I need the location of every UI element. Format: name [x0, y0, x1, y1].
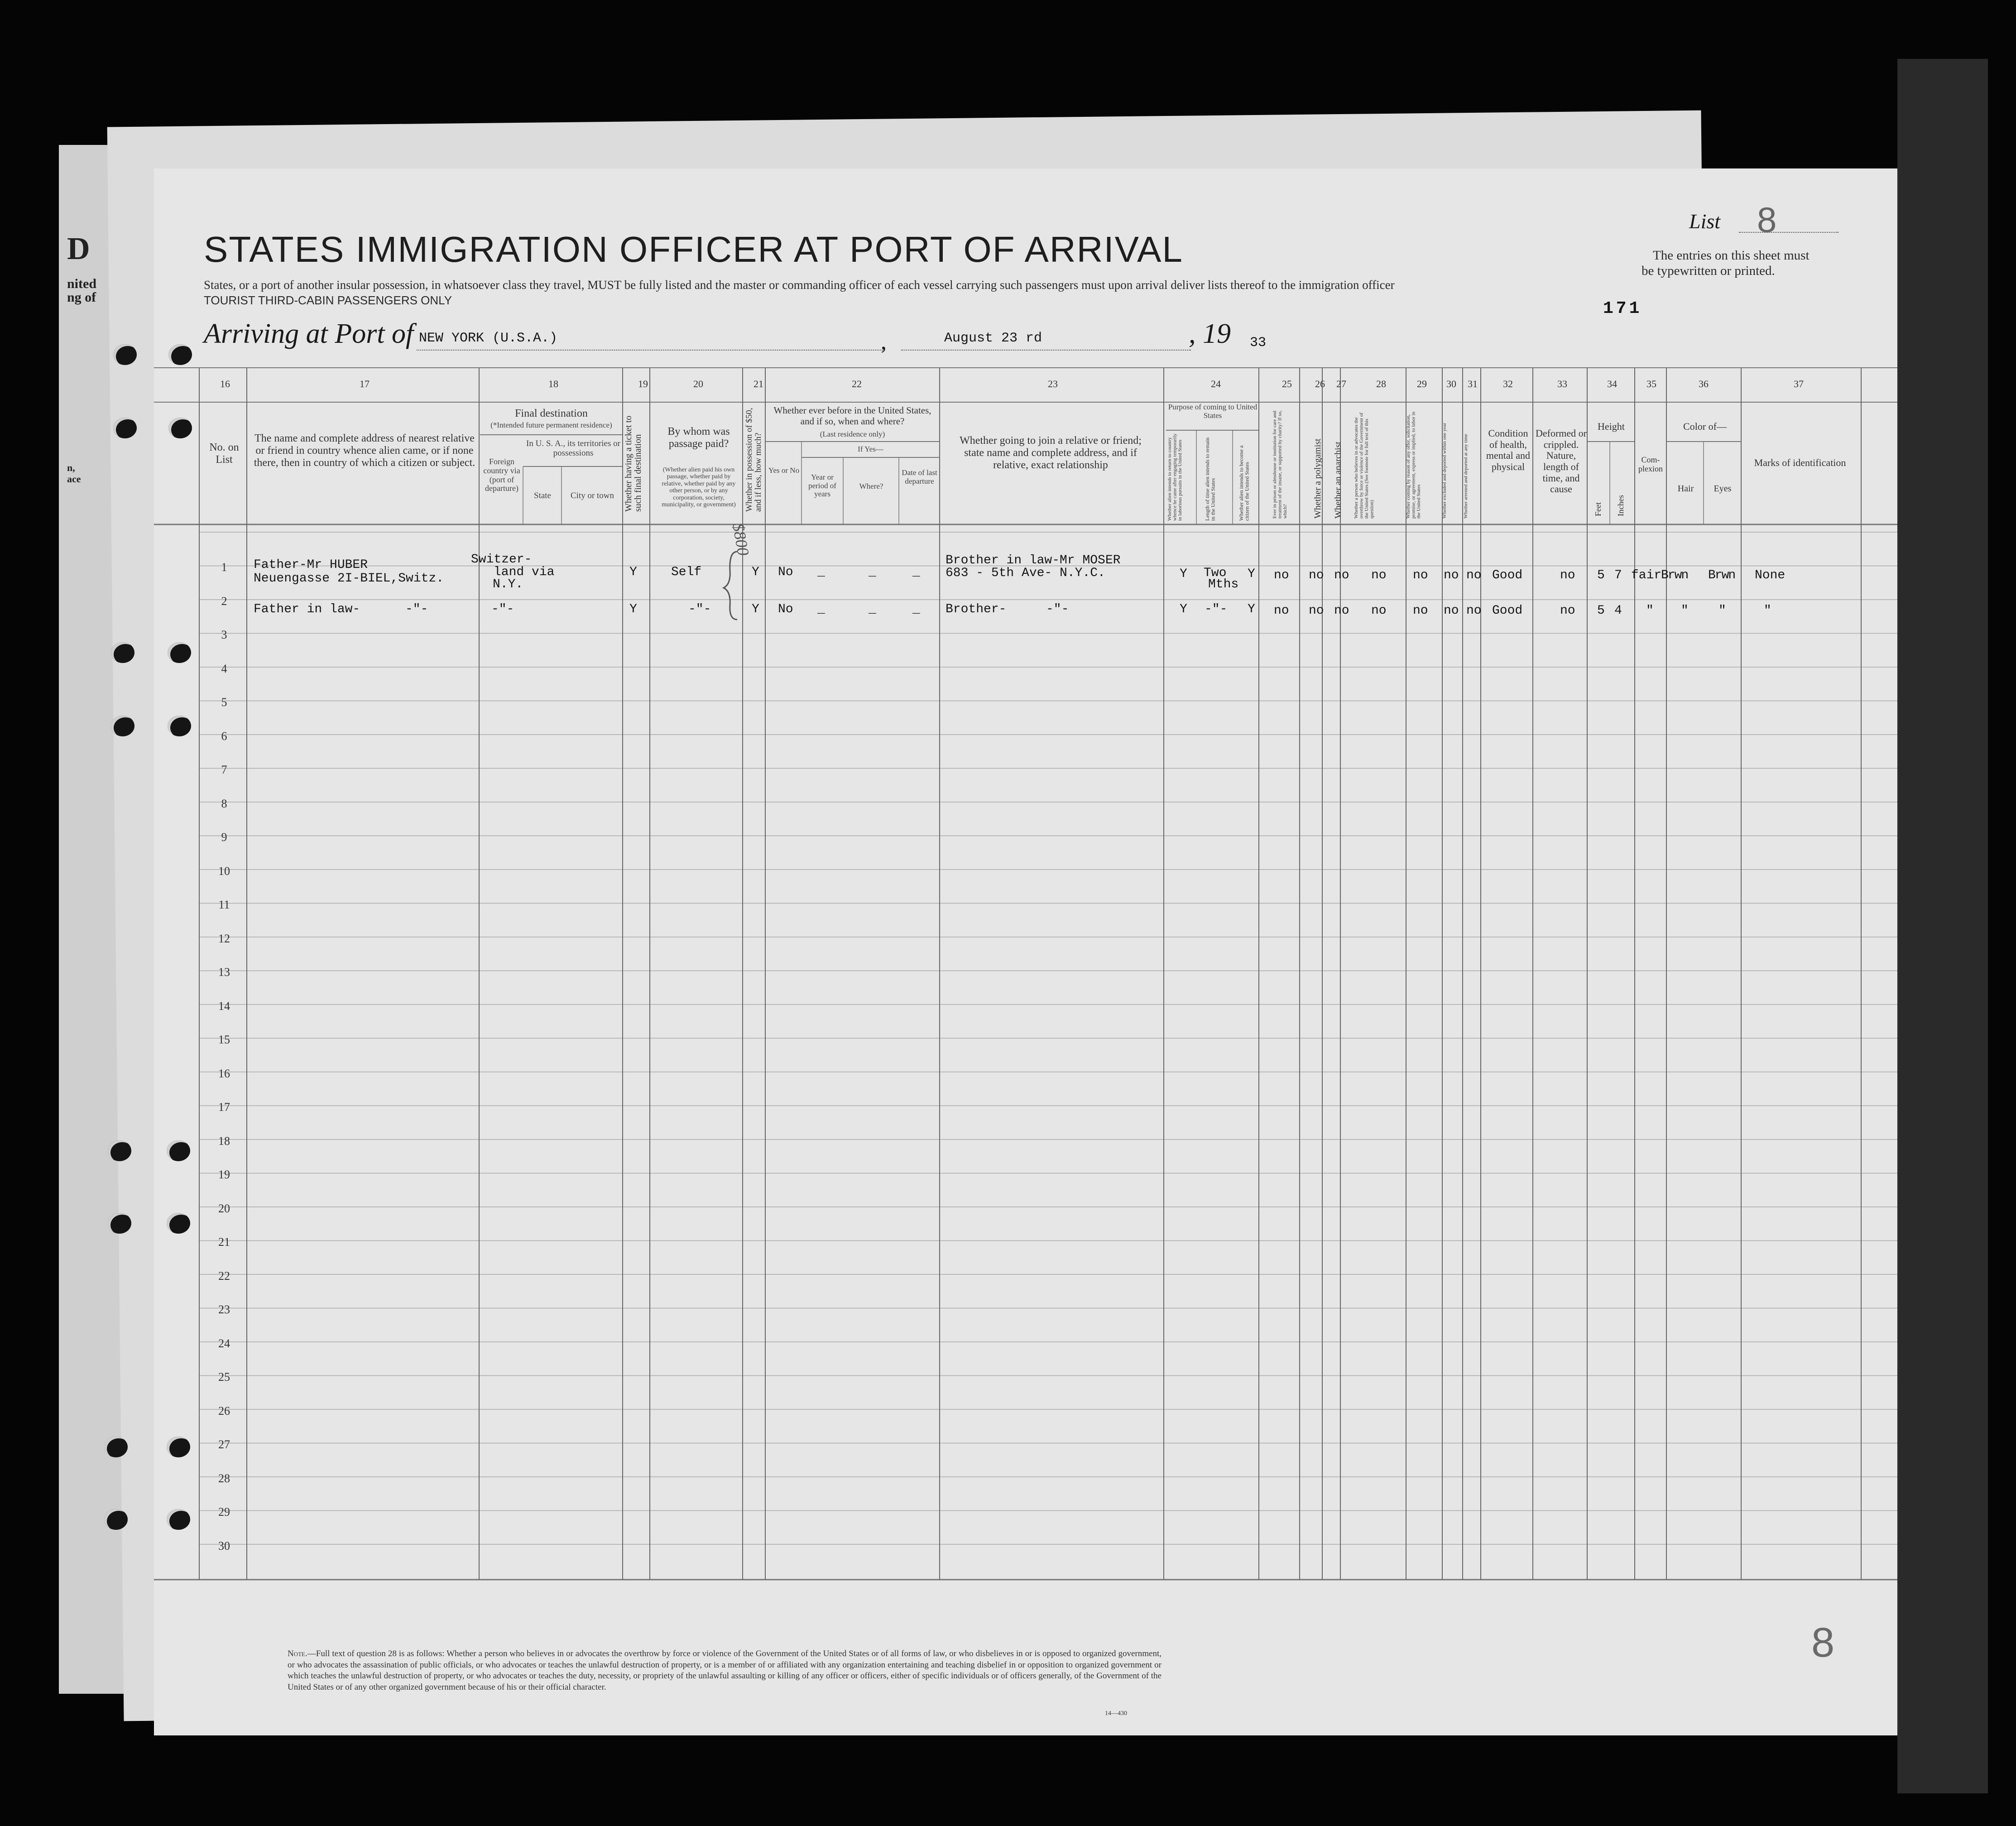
r2-where-dash: _: [869, 602, 876, 616]
r2-join: Brother-: [946, 602, 1007, 616]
left-fragment-d: D: [67, 231, 90, 266]
row-number: 23: [218, 1303, 230, 1316]
header-if-yes: If Yes—: [858, 445, 883, 453]
header-passage-paid-sub: (Whether alien paid his own passage, whether paid by relative, whether paid by any other person, or by any corporation, society, municipality, or government): [662, 466, 736, 508]
row-number: 27: [218, 1438, 230, 1451]
tourist-line: TOURIST THIRD-CABIN PASSENGERS ONLY: [204, 293, 452, 307]
footnote-label: Note.: [288, 1649, 307, 1658]
row-number: 29: [218, 1505, 230, 1518]
header-purpose: Purpose of coming to United States: [1168, 403, 1258, 420]
port-comma: ,: [881, 329, 887, 355]
r1-citizen: Y: [1248, 567, 1255, 581]
column-number: 26: [1315, 378, 1325, 389]
header-ticket: Whether having a ticket to such final destination: [624, 415, 643, 512]
row-number: 26: [218, 1404, 230, 1418]
r2-hair: ": [1681, 604, 1689, 618]
header-last-departure: Date of last departure: [902, 468, 937, 485]
header-prison: Ever in prison or almshouse or institution for care and treatment of the insane, or supported by charity? If so, which?: [1272, 410, 1288, 519]
column-number: 18: [548, 378, 558, 389]
r1-complexion: fair: [1631, 568, 1662, 582]
r1-anarchist: no: [1334, 568, 1349, 582]
row-number: 30: [218, 1539, 230, 1552]
header-final-destination: Final destination: [515, 408, 588, 419]
row-number: 3: [221, 628, 227, 641]
r2-marks: ": [1764, 604, 1771, 618]
r2-return: Y: [1180, 602, 1187, 616]
r2-length: -"-: [1205, 602, 1228, 616]
column-number: 31: [1468, 378, 1478, 389]
column-number: 19: [638, 378, 648, 389]
column-number: 27: [1336, 378, 1346, 389]
r1-q30: no: [1444, 568, 1459, 582]
r1-money-handwritten: $800: [729, 522, 753, 557]
r1-deformed: no: [1560, 568, 1575, 582]
header-no-on-list: No. on List: [209, 442, 239, 466]
r1-inches: 7: [1614, 568, 1622, 582]
header-yes-no: Yes or No: [768, 466, 800, 475]
left-fragment-n: n,: [67, 462, 75, 473]
r1-feet: 5: [1597, 568, 1605, 582]
r1-where-dash: _: [869, 565, 876, 579]
column-number: 29: [1417, 378, 1427, 389]
r2-q29: no: [1413, 604, 1428, 618]
r2-year-dash: _: [817, 602, 825, 616]
r1-eyes: Brwn: [1708, 568, 1735, 582]
row-number: 10: [218, 864, 230, 878]
r2-feet: 5: [1597, 604, 1605, 618]
column-number: 37: [1794, 378, 1804, 389]
header-intends-citizen: Whether alien intends to become a citizen of the United States: [1238, 445, 1250, 521]
r1-dest-line3: N.Y.: [493, 577, 523, 591]
row-number: 19: [218, 1168, 230, 1181]
stamp-number: 171: [1603, 299, 1642, 318]
header-joining-relative: Whether going to join a relative or friend; state name and complete address, and if relative, exact relationship: [960, 435, 1142, 471]
year-suffix: 33: [1250, 335, 1267, 351]
header-year-period: Year or period of years: [808, 473, 836, 499]
r2-ticket: Y: [629, 602, 637, 616]
column-number: 24: [1211, 378, 1221, 389]
r1-length-line1: Two: [1204, 566, 1227, 580]
row-number: 15: [218, 1033, 230, 1046]
header-color-of: Color of—: [1683, 421, 1727, 432]
r1-date-dash: _: [912, 565, 920, 579]
r2-deformed: no: [1560, 604, 1575, 618]
column-number: 32: [1503, 378, 1513, 389]
left-fragment-nited: nited: [67, 276, 97, 291]
arrival-date: August 23 rd: [944, 331, 1042, 346]
row-number: 20: [218, 1201, 230, 1215]
r2-relative-ditto: -"-: [405, 602, 428, 616]
arriving-label: Arriving at Port of: [204, 318, 414, 349]
column-number: 34: [1607, 378, 1617, 389]
r1-join-name: Brother in law-Mr MOSER: [946, 553, 1121, 567]
header-passage-paid: By whom was passage paid?: [667, 426, 730, 450]
column-number: 36: [1699, 378, 1709, 389]
r1-polygamist: no: [1309, 568, 1324, 582]
r2-citizen: Y: [1248, 602, 1255, 616]
column-number: 23: [1048, 378, 1058, 389]
row-number: 5: [221, 696, 227, 709]
r1-dest-line2: land via: [494, 565, 555, 579]
row-number: 2: [221, 594, 227, 608]
row-number: 13: [218, 966, 230, 979]
column-number: 21: [754, 378, 763, 389]
header-anarchist: Whether an anarchist: [1333, 442, 1343, 519]
left-fragment-ng-of: ng of: [67, 290, 96, 305]
header-where: Where?: [859, 482, 883, 490]
column-number: 16: [220, 378, 230, 389]
header-city: City or town: [570, 491, 614, 500]
r2-complexion: ": [1646, 604, 1654, 618]
r1-health: Good: [1492, 568, 1523, 582]
row-number: 25: [218, 1370, 230, 1384]
left-fragment-ace: ace: [67, 473, 81, 485]
page-mark: 8: [1811, 1619, 1835, 1666]
form-number: 14—430: [1105, 1710, 1127, 1717]
r2-inches: 4: [1614, 604, 1622, 618]
year-prefix: , 19: [1189, 318, 1231, 349]
r1-fifty: Y: [752, 565, 759, 579]
footnote-text: —Full text of question 28 is as follows: Whether a person who believes in or advocates the overthrow by force or violence of the Government of the United States or of all forms of law, or who disbelieves in or is opposed to organized government, or who advocates the assassination of public officials, or who advocates or teaches the unlawful destruction of property, or is a member of or affiliated with any organization entertaining and teaching disbelief in or opposition to organized government or which teaches the unlawful destruction of property, or who advocates or teaches the duty, necessity, or propriety of the unlawful assaulting or killing of any officer or officers, either of specific individuals or of officers generally, of the Government of the United States or of any other organized government because of his or their official character.: [288, 1649, 1162, 1692]
r1-join-address: 683 - 5th Ave- N.Y.C.: [946, 566, 1105, 580]
r1-before: No: [778, 565, 793, 579]
header-height: Height: [1598, 421, 1625, 432]
r2-dest-ditto: -"-: [491, 602, 514, 616]
r2-polygamist: no: [1309, 604, 1324, 618]
list-label: List: [1689, 210, 1721, 233]
header-feet: Feet: [1594, 502, 1603, 516]
row-number: 24: [218, 1336, 230, 1350]
column-number: 28: [1376, 378, 1386, 389]
r2-prison: no: [1274, 604, 1289, 618]
r2-date-dash: _: [912, 602, 920, 616]
r2-fifty: Y: [752, 602, 759, 616]
column-number: 22: [852, 378, 862, 389]
row-number: 17: [218, 1100, 230, 1114]
row-number: 4: [221, 662, 227, 675]
form-title: STATES IMMIGRATION OFFICER AT PORT OF ARRIVAL: [204, 229, 1183, 269]
column-number: 33: [1557, 378, 1567, 389]
header-polygamist: Whether a polygamist: [1313, 438, 1323, 519]
header-health: Condition of health, mental and physical: [1486, 428, 1531, 472]
row-number: 9: [221, 831, 227, 844]
port-name: NEW YORK (U.S.A.): [419, 331, 558, 346]
header-in-usa: In U. S. A., its territories or possessions: [526, 439, 620, 458]
row-number: 11: [218, 898, 230, 911]
header-complexion: Com-plexion: [1638, 455, 1663, 474]
r1-year-dash: _: [817, 565, 825, 579]
r1-marks: None: [1755, 568, 1786, 582]
r1-q29: no: [1413, 568, 1428, 582]
header-ever-before: Whether ever before in the United States, and if so, when and where?: [773, 405, 931, 427]
column-number: 20: [693, 378, 703, 389]
entries-note-line2: be typewritten or printed.: [1642, 264, 1775, 278]
r1-ticket: Y: [629, 565, 637, 579]
r1-prison: no: [1274, 568, 1289, 582]
header-q31: Whether arrested and deported at any time: [1463, 434, 1469, 519]
row-number: 7: [221, 763, 227, 776]
r2-anarchist: no: [1334, 604, 1349, 618]
r1-q31: no: [1466, 568, 1482, 582]
instruction-line: States, or a port of another insular possession, in whatsoever class they travel, MUST be fully listed and the master or commanding officer of each vessel carrying such passengers must upon arrival deliver lists thereof to the immigration officer: [204, 278, 1395, 292]
header-deformed: Deformed or crippled. Nature, length of time, and cause: [1535, 428, 1587, 495]
list-number: 8: [1757, 200, 1777, 240]
r1-relative-address: Neuengasse 2I-BIEL,Switz.: [254, 572, 444, 586]
row-number: 18: [218, 1134, 230, 1148]
r1-length-line2: Mths: [1208, 577, 1239, 591]
header-marks: Marks of identification: [1754, 457, 1846, 468]
header-q30: Whether excluded and deported within one year: [1442, 423, 1447, 519]
r2-passage-paid: -"-: [688, 602, 711, 616]
r2-health: Good: [1492, 604, 1523, 618]
header-eyes: Eyes: [1714, 484, 1732, 494]
row-number: 16: [218, 1067, 230, 1080]
header-fifty-dollars: Whether in possession of $50, and if less, how much?: [744, 408, 763, 512]
column-number: 30: [1446, 378, 1456, 389]
r2-eyes: ": [1718, 604, 1726, 618]
r2-join-ditto: -"-: [1046, 602, 1069, 616]
header-nearest-relative: The name and complete address of nearest relative or friend in country whence alien came, or if none there, then in country of which a citizen or subject.: [254, 432, 475, 469]
header-hair: Hair: [1677, 484, 1694, 494]
row-number: 28: [218, 1471, 230, 1485]
r1-return: Y: [1180, 567, 1187, 581]
header-q29: Whether coming by reason of any offer, solicitation, promise, or agreement, express or implied, to labor in the United States: [1406, 411, 1422, 519]
r1-q28: no: [1371, 568, 1387, 582]
r1-dest-line1: Switzer-: [471, 553, 532, 567]
header-inches: Inches: [1616, 495, 1625, 516]
header-intends-return: Whether alien intends to return to country whence he came after engaging temporarily in laborious pursuits in the United States: [1167, 433, 1183, 521]
entries-note-line1: The entries on this sheet must: [1653, 248, 1810, 263]
column-number: 25: [1282, 378, 1292, 389]
header-final-destination-sub: (*Intended future permanent residence): [490, 421, 612, 429]
footnote: [288, 1648, 1162, 1693]
header-ever-before-sub: (Last residence only): [820, 430, 885, 438]
header-length-of-stay: Length of time alien intends to remain in the United States: [1204, 437, 1216, 521]
r2-q28: no: [1371, 604, 1387, 618]
row-number: 1: [221, 561, 227, 574]
header-foreign-country: Foreign country via (port of departure): [483, 457, 520, 493]
r1-relative-name: Father-Mr HUBER: [254, 558, 368, 572]
header-state: State: [534, 491, 551, 500]
row-number: 6: [221, 729, 227, 743]
r2-relative-name: Father in law-: [254, 602, 360, 616]
row-number: 8: [221, 797, 227, 810]
column-number: 35: [1646, 378, 1656, 389]
row-number: 22: [218, 1269, 230, 1283]
row-number: 14: [218, 999, 230, 1013]
r2-before: No: [778, 602, 793, 616]
row-number: 12: [218, 932, 230, 945]
r1-hair: Brwn: [1661, 568, 1688, 582]
row-number: 21: [218, 1235, 230, 1249]
column-number: 17: [360, 378, 370, 389]
r2-q31: no: [1466, 604, 1482, 618]
r2-q30: no: [1444, 604, 1459, 618]
r1-passage-paid: Self: [671, 565, 702, 579]
header-q28: Whether a person who believes in or advocates the overthrow by force or violence of the Government of the United States (See footnote for full text of this question): [1354, 413, 1375, 519]
